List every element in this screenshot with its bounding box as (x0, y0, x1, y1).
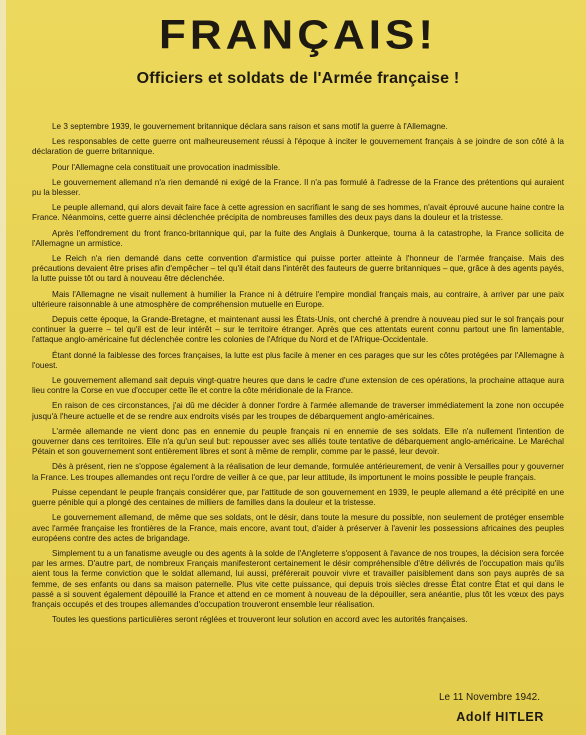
paragraph: Le Reich n'a rien demandé dans cette convention d'armistice qui puisse porter atteinte à l'honneur de l'armée française. Mais des précautions devaient être prises afin d'empêcher – tel qu'il était dans l'intérêt des fauteurs de guerre britanniques – que, grâce à des agents payés, la lutte puisse tôt ou tard à nouveau être déclenchée. (32, 254, 564, 284)
paragraph: Les responsables de cette guerre ont malheureusement réussi à l'époque à inciter le gouvernement français à se joindre de son côté à la déclaration de guerre britannique. (32, 137, 564, 157)
paragraph: Le gouvernement allemand sait depuis vingt-quatre heures que dans le cadre d'une extension de ces opérations, la prochaine attaque aura lieu contre la Corse en vue d'occuper cette île et contre la côte méridionale de la France. (32, 376, 564, 396)
poster-signature: Adolf HITLER (456, 710, 544, 724)
paragraph: Puisse cependant le peuple français considérer que, par l'attitude de son gouvernement en 1939, le peuple allemand a été précipité en une guerre pénible qui a plongé des centaines de milliers de familles dans la douleur et la tristesse. (32, 487, 564, 508)
poster-date: Le 11 Novembre 1942. (439, 692, 540, 703)
paragraph: Le 3 septembre 1939, le gouvernement britannique déclara sans raison et sans motif la guerre à l'Allemagne. (52, 122, 448, 131)
paragraph: Le gouvernement allemand, de même que ses soldats, ont le désir, dans toute la mesure du possible, non seulement de protéger ensemble avec l'armée française les frontières de la France, mais encore, avant tout, d'aider à préserver à l'avenir les possessions africaines des peuples européens contre des actes de brigandage. (32, 513, 564, 543)
paragraph: Le gouvernement allemand n'a rien demandé ni exigé de la France. Il n'a pas formulé à l'adresse de la France des prétentions qui auraient pu la blesser. (32, 177, 564, 198)
paragraph: Étant donné la faiblesse des forces françaises, la lutte est plus facile à mener en ces parages que sur les côtes protégées par l'Allemagne à l'ouest. (32, 350, 564, 370)
paragraph: Simplement tu a un fanatisme aveugle ou des agents à la solde de l'Angleterre s'opposent à l'avance de nos troupes, la décision sera forcée par les armes. D'autre part, de nombreux Français manifesteront certainement le désir compréhensible d'être délivrés de l'occupation mais qu'ils aient tous la ferme conviction que le soldat allemand, lui aussi, préférerait pouvoir vivre et travailler paisiblement dans son pays auprès de sa femme, de ses enfants ou dans sa maison paternelle. Plus vite cette puissance, qui depuis trois siècles dresse État contre État et qui dans le passé a si souvent également dépouillé la France et attend en ce moment à nouveau de la dépouiller, sera anéantie, plus tôt les vœux des pays français occupés et des troupes allemandes d'occupation trouveront ensemble leur réalisation. (32, 548, 564, 609)
paragraph: L'armée allemande ne vient donc pas en ennemie du peuple français ni en ennemie de ses soldats. Elle n'a nullement l'intention de gouverner dans ces territoires. Elle n'a qu'un seul but: repousser avec ses alliés toute tentative de débarquement anglo-américaine. Le Maréchal Pétain et son gouvernement sont entièrement libres et sont à même de remplir, comme par le passé, leur devoir. (32, 426, 564, 457)
paragraph: Pour l'Allemagne cela constituait une provocation inadmissible. (52, 162, 281, 172)
paragraph: Toutes les questions particulières seront réglées et trouveront leur solution en accord avec les autorités françaises. (52, 615, 468, 625)
paragraph: Le peuple allemand, qui alors devait faire face à cette agression en sacrifiant le sang de ses hommes, n'avait éprouvé aucune haine contre la France. Néanmoins, cette guerre ainsi déclenchée précipita de nombreuses familles des deux pays dans la douleur et la tristesse. (32, 203, 564, 223)
poster-title: FRANÇAIS! (159, 12, 437, 58)
paragraph: Après l'effondrement du front franco-britannique qui, par la fuite des Anglais à Dunkerque, tourna à la catastrophe, la France sollicita de l'Allemagne un armistice. (32, 228, 564, 248)
paragraph: Depuis cette époque, la Grande-Bretagne, et maintenant aussi les États-Unis, ont cherché à prendre à nouveau pied sur le sol français pour continuer la guerre – tel qu'il est de leur intérêt – sur le territoire étranger. Après que ces attentats eurent connu partout une fin lamentable, l'attaque anglo-américaine fut déclenchée contre les colonies de l'Afrique du Nord et de l'Afrique-Occidentale. (32, 315, 564, 345)
paragraph: Mais l'Allemagne ne visait nullement à humilier la France ni à détruire l'empire mondial français mais, au contraire, à arriver par une paix ultérieure raisonnable à une atmosphère de compréhension mutuelle en Europe. (32, 289, 564, 309)
poster-subtitle: Officiers et soldats de l'Armée française ! (136, 70, 460, 87)
paragraph: En raison de ces circonstances, j'ai dû me décider à donner l'ordre à l'armée allemande de traverser immédiatement la zone non occupée jusqu'à l'heure actuelle et de se rendre aux endroits visés par les troupes de débarquement anglo-américaines. (32, 401, 564, 421)
paragraph: Dès à présent, rien ne s'oppose également à la réalisation de leur demande, formulée antérieurement, de venir à Versailles pour y gouverner la France. Les troupes allemandes ont reçu l'ordre de veiller à ce que, par leur attitude, ils importunent le moins possible le peuple français. (32, 462, 564, 482)
poster-body (32, 122, 564, 625)
